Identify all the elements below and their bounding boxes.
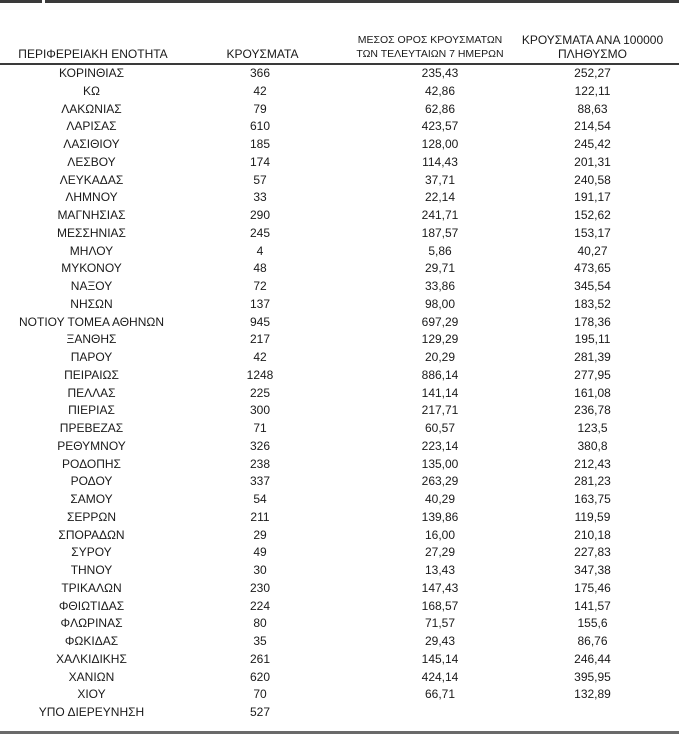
cell-7day-average: 263,29	[421, 474, 459, 489]
cell-7day-average: 241,71	[421, 208, 459, 222]
cell-cases: 261	[249, 651, 271, 666]
cell-region: ΛΕΣΒΟΥ	[67, 154, 116, 169]
table-row	[0, 651, 679, 669]
cell-cases: 42	[253, 83, 267, 98]
cell-cases: 30	[253, 563, 267, 577]
cell-region: ΝΟΤΙΟΥ ΤΟΜΕΑ ΑΘΗΝΩΝ	[18, 314, 165, 329]
cell-per-100000: 122,11	[574, 83, 611, 98]
cell-7day-average: 129,29	[421, 332, 459, 347]
table-row	[0, 669, 679, 687]
table-row	[0, 562, 679, 580]
cell-region: ΡΟΔΟΠΗΣ	[62, 456, 121, 471]
cell-cases: 620	[249, 669, 271, 684]
cell-cases: 33	[253, 190, 267, 205]
header-7day-average	[340, 33, 520, 61]
table-row	[0, 527, 679, 545]
cell-region: ΦΩΚΙΔΑΣ	[64, 634, 119, 648]
header-avg-line1: ΜΕΣΟΣ ΟΡΟΣ ΚΡΟΥΣΜΑΤΩΝ	[357, 34, 503, 46]
cell-per-100000: 347,38	[574, 563, 611, 577]
cell-region: ΠΑΡΟΥ	[70, 350, 113, 364]
cell-7day-average: 145,14	[421, 651, 459, 666]
cell-per-100000: 245,42	[574, 137, 611, 151]
cell-region: ΣΥΡΟΥ	[71, 545, 112, 560]
cell-region: ΦΘΙΩΤΙΔΑΣ	[58, 598, 125, 613]
table-row	[0, 136, 679, 154]
cell-7day-average: 16,00	[424, 527, 456, 542]
table-row	[0, 580, 679, 598]
table-row	[0, 598, 679, 616]
table-body	[0, 65, 679, 722]
header-cases: ΚΡΟΥΣΜΑΤΑ	[226, 47, 299, 61]
cell-per-100000: 195,11	[574, 332, 611, 347]
cell-per-100000: 40,27	[577, 243, 608, 258]
cell-region: ΛΕΥΚΑΔΑΣ	[59, 172, 124, 187]
cell-region: ΦΛΩΡΙΝΑΣ	[60, 616, 123, 631]
header-avg-line2: ΤΩΝ ΤΕΛΕΥΤΑΙΩΝ 7 ΗΜΕΡΩΝ	[356, 48, 504, 60]
cell-per-100000: 380,8	[577, 438, 608, 453]
cell-7day-average: 135,00	[421, 456, 459, 471]
cell-7day-average: 5,86	[428, 243, 452, 258]
table-row	[0, 83, 679, 101]
cell-7day-average: 62,86	[424, 101, 456, 116]
cell-cases: 29	[253, 527, 267, 542]
cell-cases: 211	[250, 509, 270, 524]
cell-per-100000: 214,54	[574, 119, 611, 134]
table-row	[0, 189, 679, 207]
header-region: ΠΕΡΙΦΕΡΕΙΑΚΗ ΕΝΟΤΗΤΑ	[18, 47, 168, 61]
cell-7day-average: 141,14	[421, 385, 459, 400]
table-row	[0, 704, 679, 722]
cell-region: ΝΑΞΟΥ	[70, 279, 113, 293]
table-row	[0, 260, 679, 278]
cell-per-100000: 163,75	[574, 492, 611, 506]
cell-per-100000: 281,23	[574, 474, 611, 489]
cell-region: ΤΗΝΟΥ	[70, 563, 113, 577]
table-row	[0, 402, 679, 420]
table-row	[0, 349, 679, 367]
cell-per-100000: 473,65	[574, 261, 611, 276]
cell-7day-average: 13,43	[424, 563, 456, 577]
cell-7day-average: 22,14	[424, 190, 456, 205]
cell-region: ΞΑΝΘΗΣ	[66, 332, 117, 347]
cell-cases: 185	[249, 137, 271, 151]
cell-7day-average: 27,29	[424, 545, 456, 560]
cell-per-100000: 395,95	[574, 669, 611, 684]
cell-per-100000: 155,6	[577, 616, 608, 631]
cell-region: ΝΗΣΩΝ	[70, 296, 113, 311]
table-row	[0, 278, 679, 296]
cell-per-100000: 141,57	[574, 598, 611, 613]
cell-7day-average: 29,43	[424, 634, 456, 648]
cell-region: ΠΡΕΒΕΖΑΣ	[59, 421, 124, 435]
cell-cases: 337	[249, 474, 271, 489]
cell-cases: 54	[253, 492, 267, 506]
table-row	[0, 172, 679, 190]
header-per-line2: ΠΛΗΘΥΣΜΟ	[557, 47, 628, 61]
cell-per-100000: 240,58	[574, 172, 611, 187]
cell-cases: 245	[249, 225, 271, 240]
cell-7day-average: 33,86	[424, 279, 456, 293]
table-row	[0, 633, 679, 651]
cell-region: ΧΑΛΚΙΔΙΚΗΣ	[56, 651, 127, 666]
cell-per-100000: 345,54	[574, 279, 611, 293]
top-border-left	[0, 0, 42, 3]
cell-cases: 80	[253, 616, 267, 631]
cell-cases: 300	[249, 403, 271, 418]
cell-cases: 49	[253, 545, 267, 560]
cell-7day-average: 168,57	[421, 598, 459, 613]
cell-per-100000: 132,89	[574, 687, 611, 702]
cell-region: ΛΗΜΝΟΥ	[65, 190, 118, 205]
table-row	[0, 314, 679, 332]
cell-region: ΛΑΡΙΣΑΣ	[66, 119, 117, 134]
cell-per-100000: 210,18	[574, 527, 611, 542]
cell-region: ΜΕΣΣΗΝΙΑΣ	[57, 225, 126, 240]
cell-per-100000: 212,43	[574, 456, 611, 471]
table-row	[0, 331, 679, 349]
table-row	[0, 207, 679, 225]
cell-7day-average: 60,57	[424, 421, 456, 435]
cell-region: ΠΙΕΡΙΑΣ	[68, 403, 115, 418]
cell-per-100000: 153,17	[574, 225, 611, 240]
cell-cases: 217	[249, 332, 271, 347]
cell-cases: 4	[256, 243, 264, 258]
cell-cases: 945	[249, 314, 271, 329]
cell-per-100000: 281,39	[574, 350, 611, 364]
cell-cases: 137	[249, 296, 271, 311]
cell-7day-average: 187,57	[421, 225, 459, 240]
cell-cases: 79	[253, 101, 267, 116]
cell-7day-average: 424,14	[421, 669, 459, 684]
cell-per-100000: 152,62	[574, 208, 611, 222]
cell-region: ΚΟΡΙΝΘΙΑΣ	[58, 66, 125, 80]
cell-cases: 42	[253, 350, 267, 364]
cell-per-100000: 252,27	[574, 66, 611, 80]
table-row	[0, 65, 679, 83]
table-row	[0, 544, 679, 562]
table-row	[0, 367, 679, 385]
cell-cases: 35	[253, 634, 267, 648]
cell-per-100000: 175,46	[574, 580, 611, 595]
cell-region: ΧΙΟΥ	[77, 687, 106, 702]
table-row	[0, 491, 679, 509]
cell-cases: 48	[253, 261, 267, 276]
cell-per-100000: 86,76	[577, 634, 608, 648]
cell-7day-average: 42,86	[424, 83, 456, 98]
cell-region: ΚΩ	[83, 83, 100, 98]
cell-region: ΧΑΝΙΩΝ	[68, 669, 115, 684]
cell-7day-average: 886,14	[421, 367, 459, 382]
cell-7day-average: 114,43	[422, 154, 458, 169]
header-per-line1: ΚΡΟΥΣΜΑΤΑ ΑΝΑ 100000	[521, 33, 664, 47]
cell-per-100000: 227,83	[574, 545, 611, 560]
cell-region: ΜΗΛΟΥ	[69, 243, 114, 258]
cell-per-100000: 161,08	[574, 385, 611, 400]
table-header	[0, 30, 679, 65]
cell-region: ΣΑΜΟΥ	[70, 492, 113, 506]
cell-7day-average: 29,71	[424, 261, 456, 276]
cell-region: ΡΕΘΥΜΝΟΥ	[57, 438, 126, 453]
table-row	[0, 686, 679, 704]
cell-per-100000: 123,5	[577, 421, 608, 435]
cell-per-100000: 178,36	[574, 314, 611, 329]
cell-cases: 57	[253, 172, 267, 187]
cell-7day-average: 20,29	[424, 350, 456, 364]
cell-region: ΜΥΚΟΝΟΥ	[61, 261, 122, 276]
cell-cases: 225	[249, 385, 271, 400]
cell-7day-average: 697,29	[421, 314, 459, 329]
cell-region: ΣΕΡΡΩΝ	[66, 509, 117, 524]
cell-7day-average: 98,00	[424, 296, 456, 311]
table-row	[0, 385, 679, 403]
cell-region: ΣΠΟΡΑΔΩΝ	[58, 527, 125, 542]
cell-region: ΠΕΛΛΑΣ	[67, 385, 116, 400]
cell-region: ΤΡΙΚΑΛΩΝ	[61, 580, 122, 595]
cell-7day-average: 235,43	[421, 66, 459, 80]
table-row	[0, 615, 679, 633]
cell-per-100000: 191,17	[574, 190, 611, 205]
table-row	[0, 118, 679, 136]
cell-7day-average: 71,57	[424, 616, 456, 631]
cell-7day-average: 40,29	[424, 492, 456, 506]
header-per-100000	[510, 33, 675, 61]
cell-cases: 290	[249, 208, 271, 222]
cell-cases: 70	[253, 687, 267, 702]
table-row	[0, 243, 679, 261]
table-row	[0, 509, 679, 527]
cell-cases: 527	[249, 705, 271, 719]
cell-region: ΛΑΣΙΘΙΟΥ	[63, 137, 120, 151]
cell-cases: 72	[253, 279, 267, 293]
table-row	[0, 101, 679, 119]
cell-per-100000: 119,59	[574, 509, 611, 524]
cell-cases: 326	[249, 438, 271, 453]
table-row	[0, 438, 679, 456]
cell-region: ΛΑΚΩΝΙΑΣ	[61, 101, 122, 116]
cell-cases: 224	[249, 598, 271, 613]
cell-per-100000: 88,63	[577, 101, 608, 116]
cell-cases: 1248	[246, 367, 274, 382]
cell-cases: 230	[249, 580, 271, 595]
cell-per-100000: 246,44	[574, 651, 611, 666]
table-row	[0, 154, 679, 172]
cell-7day-average: 223,14	[421, 438, 459, 453]
cell-7day-average: 139,86	[421, 509, 459, 524]
cell-cases: 238	[249, 456, 271, 471]
table-row	[0, 473, 679, 491]
cell-region: ΠΕΙΡΑΙΩΣ	[64, 367, 119, 382]
cell-region: ΥΠΟ ΔΙΕΡΕΥΝΗΣΗ	[38, 705, 145, 719]
cell-per-100000: 277,95	[574, 367, 611, 382]
cell-7day-average: 217,71	[421, 403, 459, 418]
cell-7day-average: 147,43	[421, 580, 459, 595]
cell-region: ΡΟΔΟΥ	[70, 474, 113, 489]
cell-per-100000: 236,78	[574, 403, 611, 418]
table-row	[0, 225, 679, 243]
table-row	[0, 296, 679, 314]
table-row	[0, 420, 679, 438]
cell-per-100000: 183,52	[574, 296, 611, 311]
cell-7day-average: 37,71	[424, 172, 456, 187]
cell-region: ΜΑΓΝΗΣΙΑΣ	[57, 208, 126, 222]
cell-cases: 366	[249, 66, 271, 80]
top-border-right	[45, 0, 679, 3]
table-row	[0, 456, 679, 474]
cell-cases: 610	[249, 119, 271, 134]
cell-per-100000: 201,31	[574, 154, 611, 169]
cell-7day-average: 128,00	[421, 137, 459, 151]
cell-7day-average: 66,71	[424, 687, 456, 702]
cell-cases: 174	[249, 154, 271, 169]
cell-7day-average: 423,57	[421, 119, 459, 134]
cell-cases: 71	[253, 421, 267, 435]
